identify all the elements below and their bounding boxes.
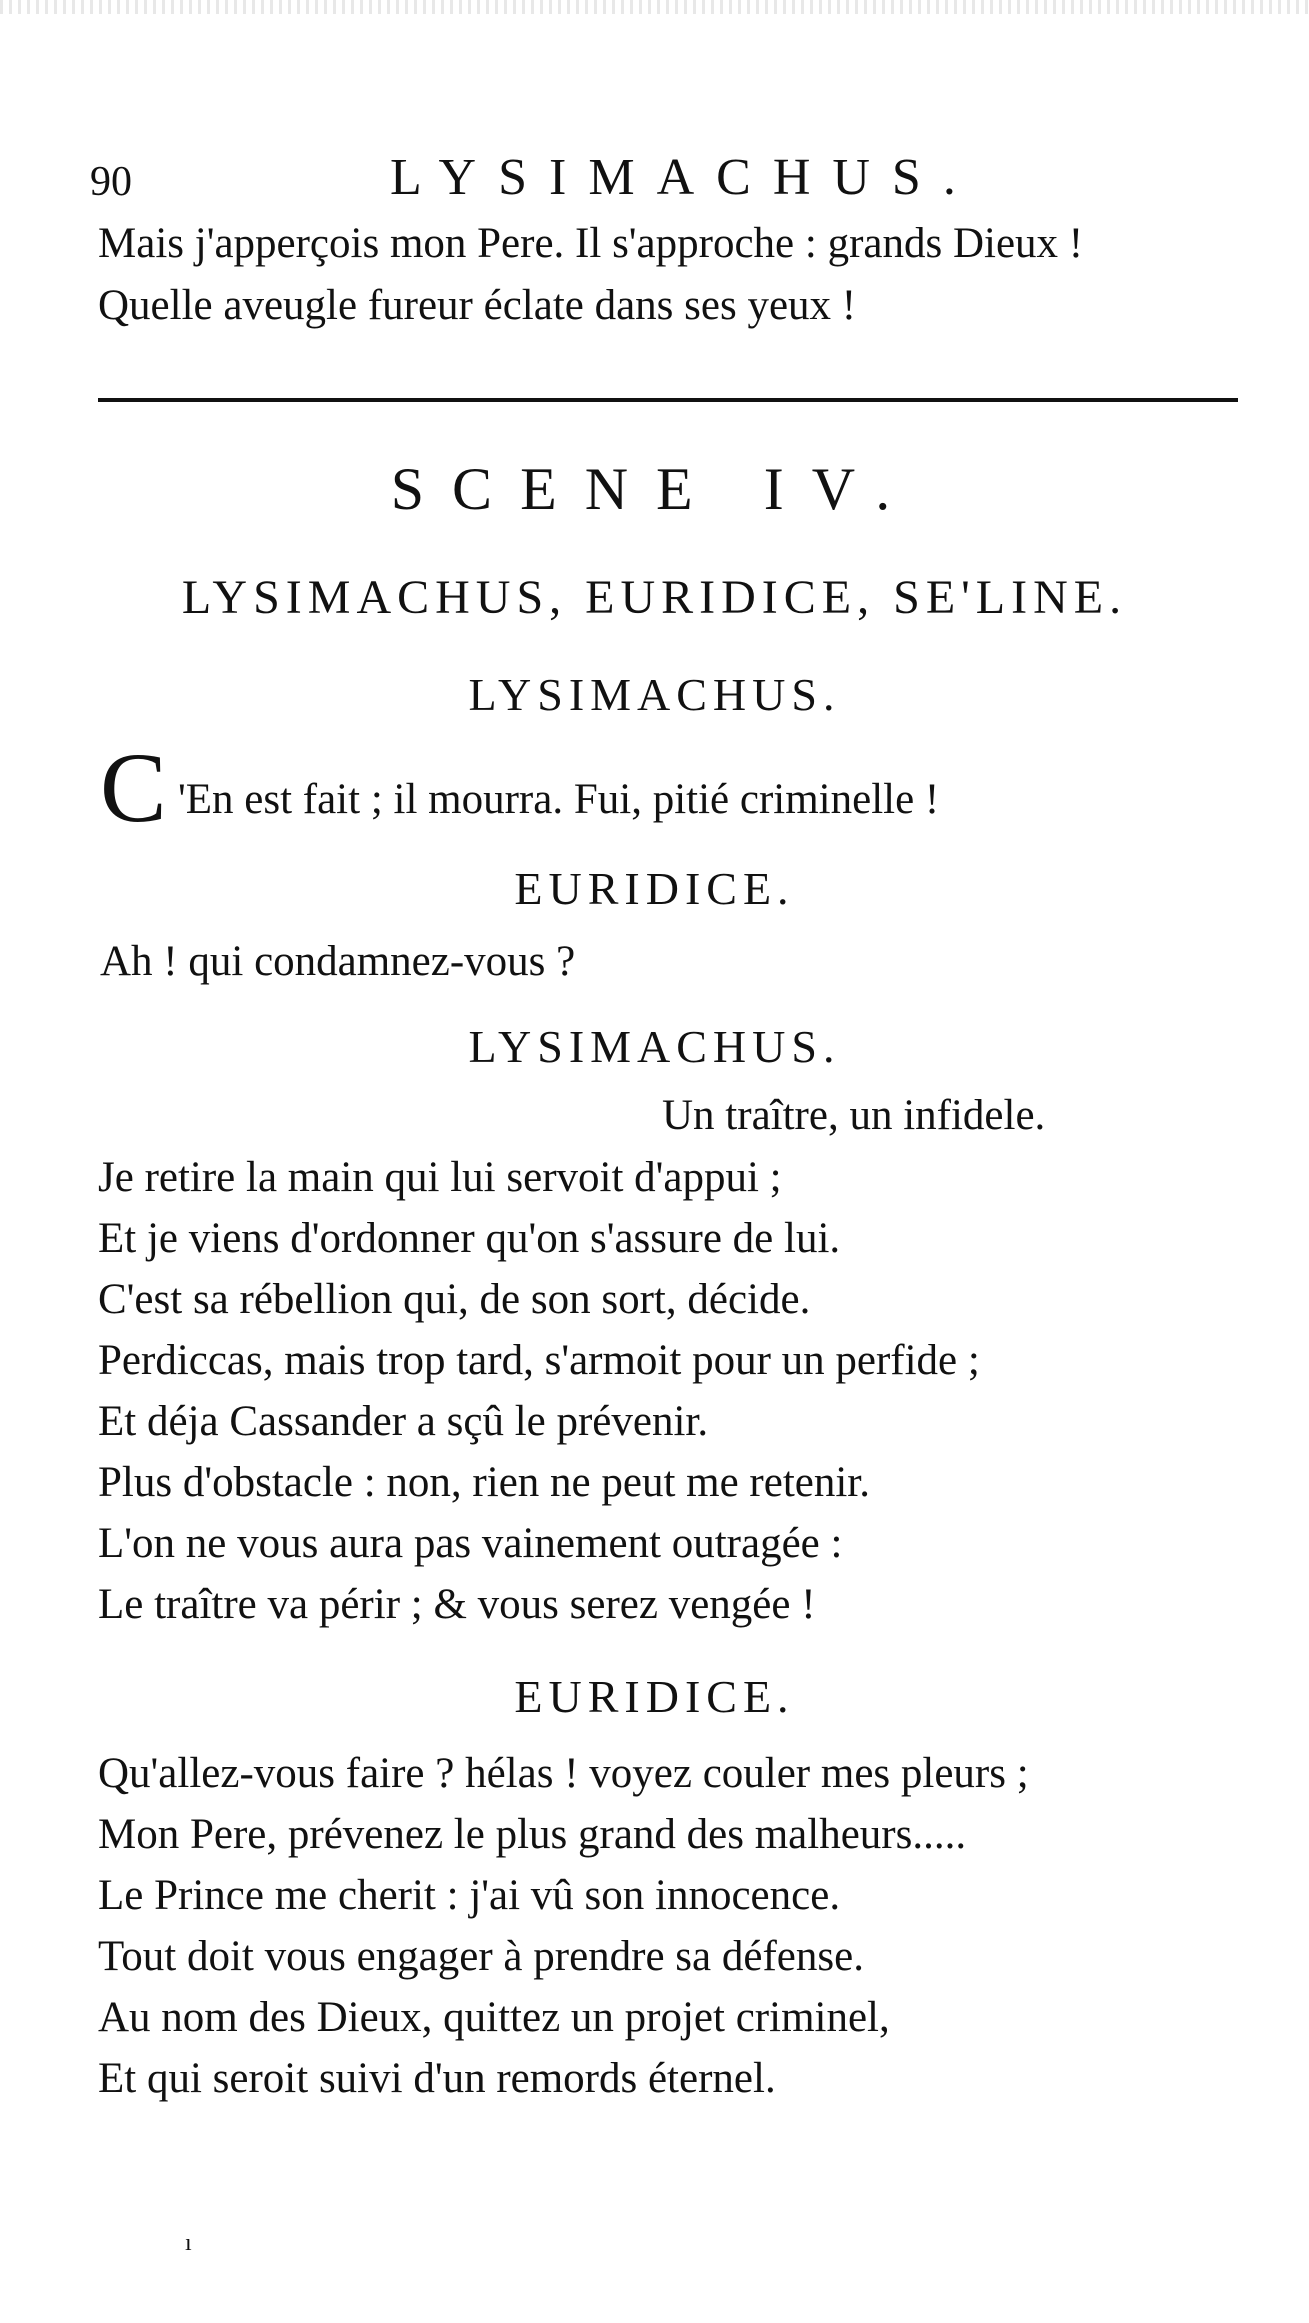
verse-line: L'on ne vous aura pas vainement outragée : xyxy=(98,1520,843,1567)
print-mark: ı xyxy=(185,2230,192,2256)
speaker-name: EURIDICE. xyxy=(514,863,795,914)
verse-line: Quelle aveugle fureur éclate dans ses yeux ! xyxy=(98,282,857,329)
verse-line: Un traître, un infidele. xyxy=(662,1092,1046,1139)
verse-line: Le Prince me cherit : j'ai vû son innocence. xyxy=(98,1872,841,1919)
page-number: 90 xyxy=(90,159,132,205)
verse-line: Le traître va périr ; & vous serez vengée ! xyxy=(98,1581,816,1628)
verse-line: Je retire la main qui lui servoit d'appui ; xyxy=(98,1154,782,1201)
running-head: LYSIMACHUS. xyxy=(390,149,978,206)
verse-line: Au nom des Dieux, quittez un projet criminel, xyxy=(98,1994,890,2041)
verse-line: Mon Pere, prévenez le plus grand des malheurs..... xyxy=(98,1811,967,1858)
scene-title: SCENE IV. xyxy=(390,456,919,522)
verse-line: C'est sa rébellion qui, de son sort, décide. xyxy=(98,1276,811,1323)
speaker-name: LYSIMACHUS. xyxy=(468,669,841,720)
section-rule xyxy=(98,398,1238,402)
verse-line: 'En est fait ; il mourra. Fui, pitié criminelle ! xyxy=(178,776,940,823)
verse-line: Perdiccas, mais trop tard, s'armoit pour un perfide ; xyxy=(98,1337,980,1384)
scene-cast: LYSIMACHUS, EURIDICE, SE'LINE. xyxy=(181,571,1128,624)
verse-line: Tout doit vous engager à prendre sa défense. xyxy=(98,1933,864,1980)
verse-line: Et qui seroit suivi d'un remords éternel. xyxy=(98,2055,776,2102)
page-header xyxy=(90,148,1240,218)
page-top-edge xyxy=(0,0,1309,14)
verse-line: Et déja Cassander a sçû le prévenir. xyxy=(98,1398,709,1445)
verse-line: Ah ! qui condamnez-vous ? xyxy=(100,938,576,985)
verse-line: Qu'allez-vous faire ? hélas ! voyez couler mes pleurs ; xyxy=(98,1750,1029,1797)
speaker-name: EURIDICE. xyxy=(514,1671,795,1722)
speaker-name: LYSIMACHUS. xyxy=(468,1021,841,1072)
verse-line: Plus d'obstacle : non, rien ne peut me retenir. xyxy=(98,1459,871,1506)
verse-line: Mais j'apperçois mon Pere. Il s'approche : grands Dieux ! xyxy=(98,220,1084,267)
drop-cap: C xyxy=(100,732,167,843)
verse-line: Et je viens d'ordonner qu'on s'assure de lui. xyxy=(98,1215,841,1262)
